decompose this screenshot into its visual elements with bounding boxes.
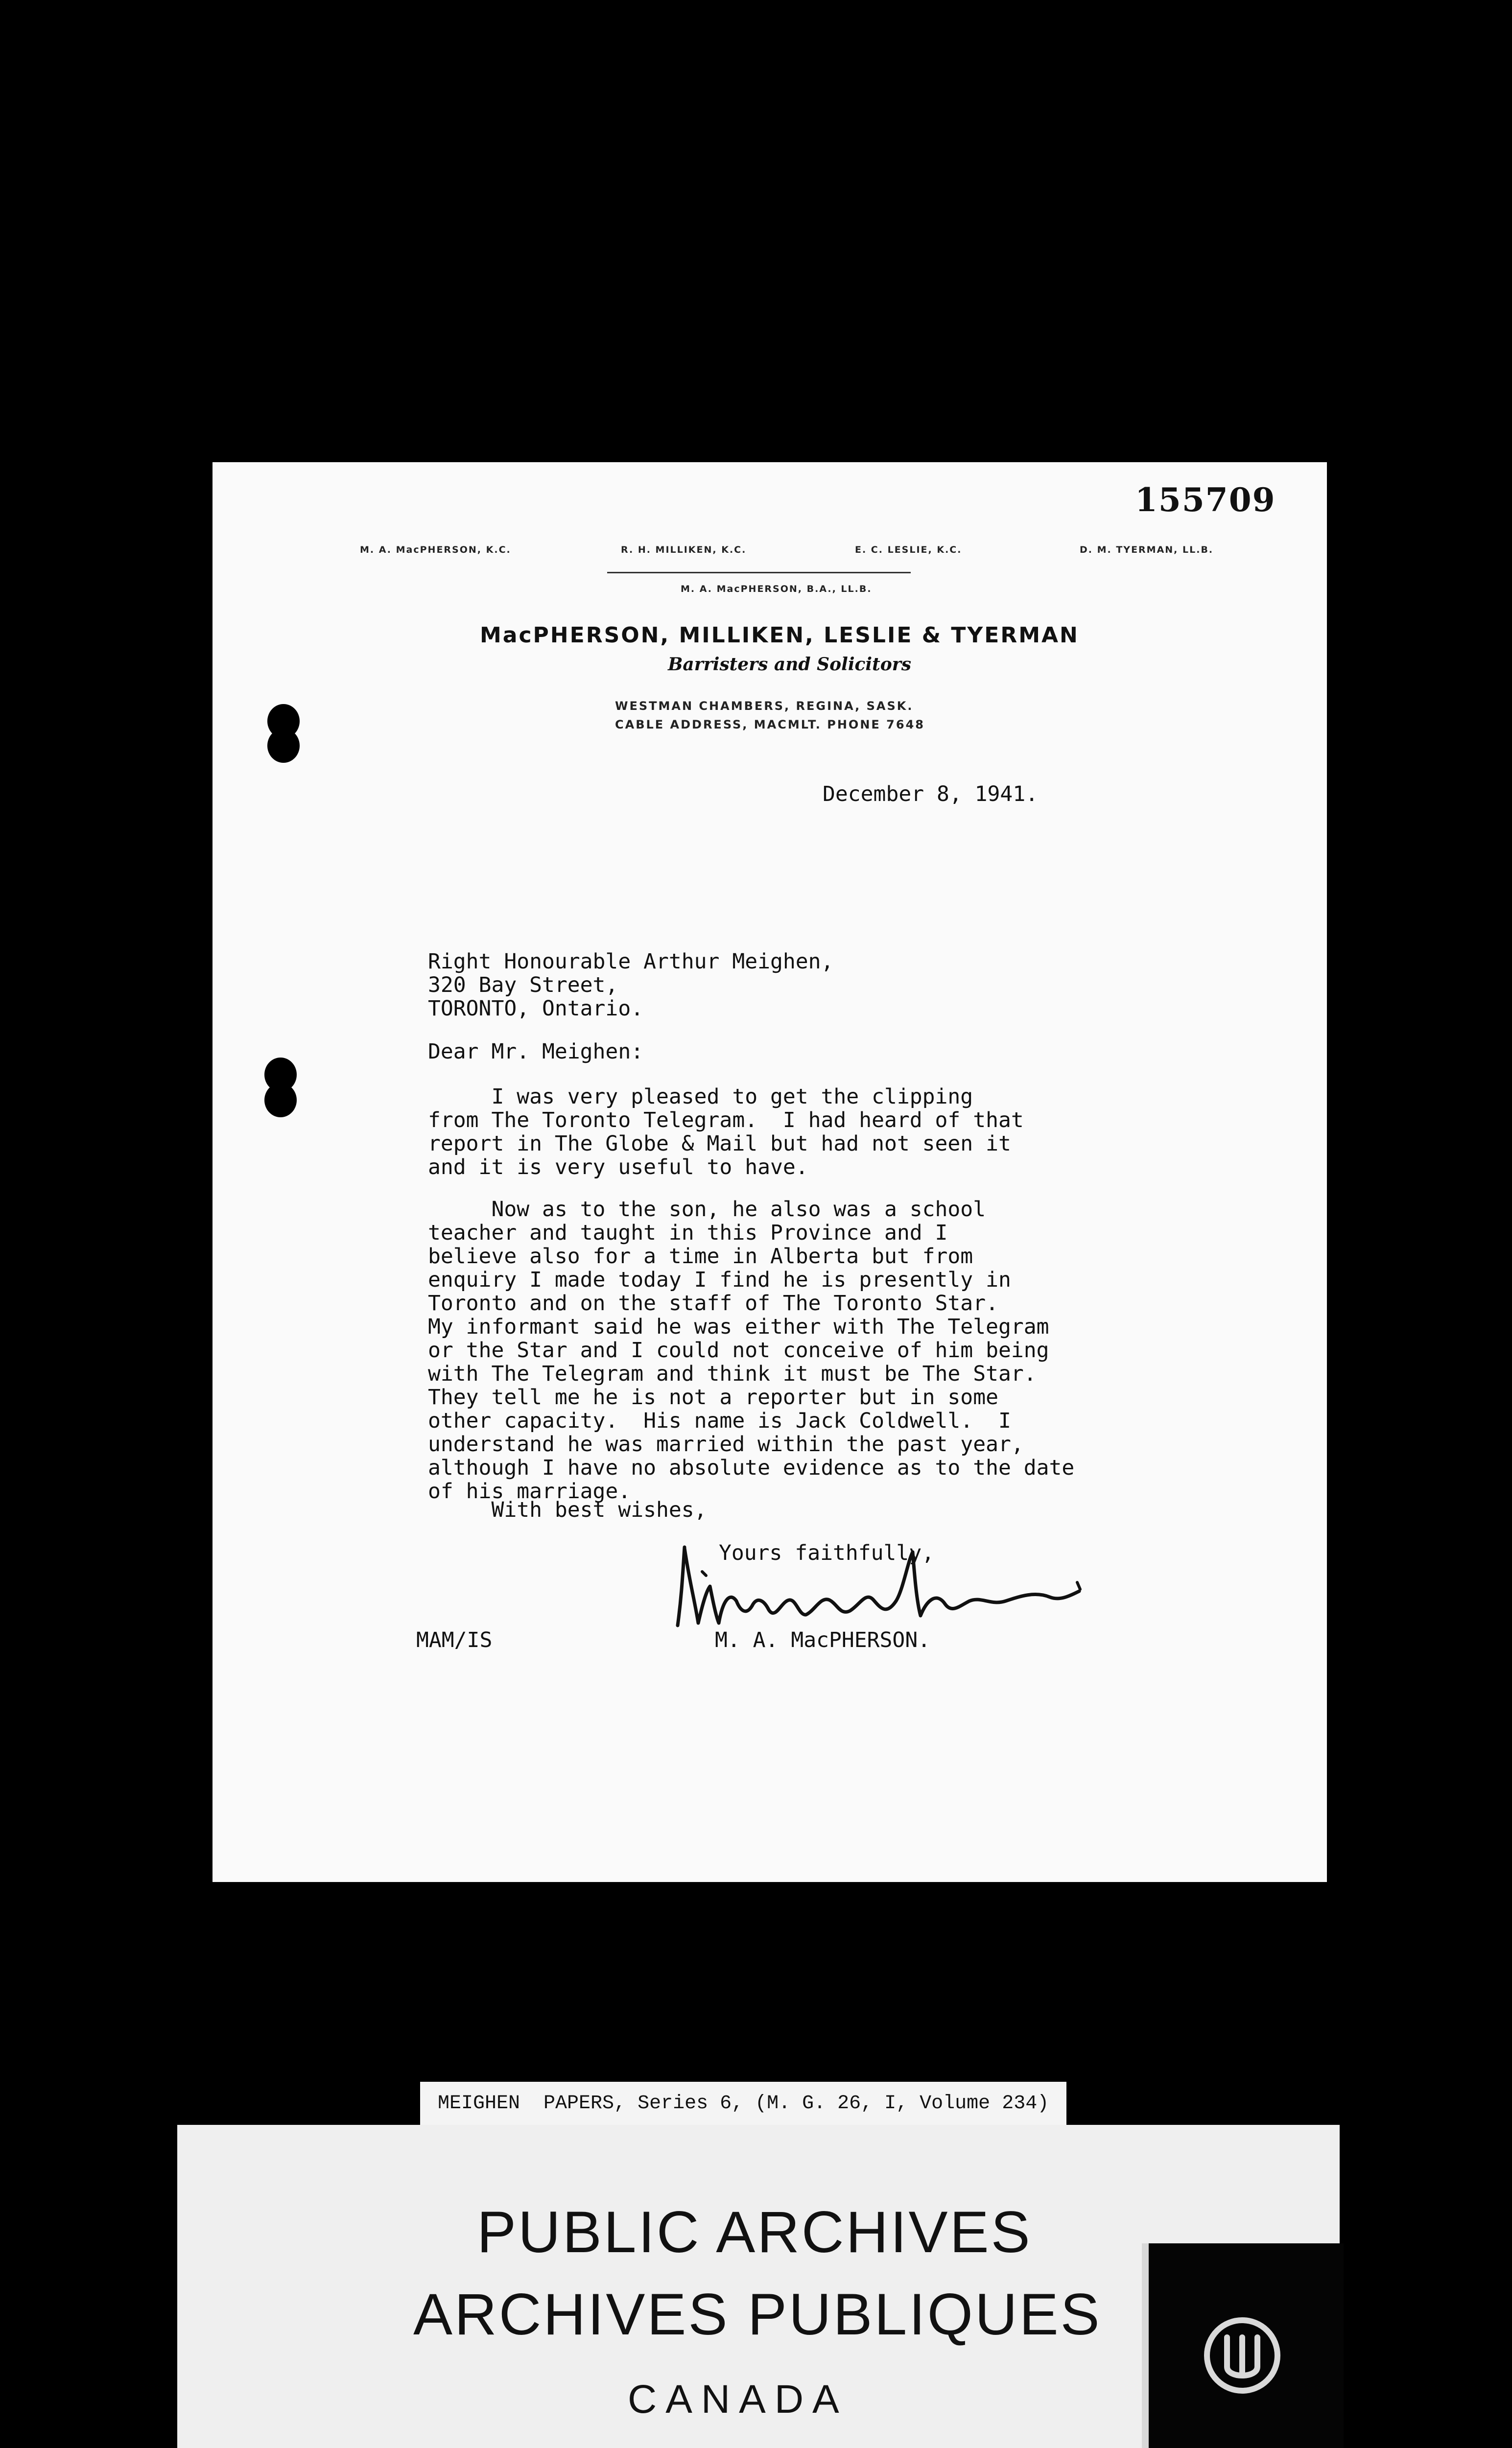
archive-series-label: MEIGHEN PAPERS, Series 6, (M. G. 26, I, Volume 234) xyxy=(438,2093,1049,2115)
paragraph-line: Toronto and on the staff of The Toronto Star. xyxy=(428,1291,998,1316)
archive-logo-panel xyxy=(1142,2243,1344,2448)
letter-date: December 8, 1941. xyxy=(823,782,1039,806)
firm-subtitle: Barristers and Solicitors xyxy=(668,654,911,675)
archive-country: CANADA xyxy=(628,2377,848,2422)
paragraph-line: other capacity. His name is Jack Coldwell. I xyxy=(428,1409,1011,1433)
firm-cable: CABLE ADDRESS, MACMLT. PHONE 7648 xyxy=(615,718,925,731)
recipient-line: Right Honourable Arthur Meighen, xyxy=(428,949,834,974)
paragraph-line: They tell me he is not a reporter but in some xyxy=(428,1385,998,1410)
document-number: 155709 xyxy=(1135,481,1276,519)
letterhead-partner-1: M. A. MacPHERSON, K.C. xyxy=(360,544,511,555)
paragraph-line: teacher and taught in this Province and I xyxy=(428,1221,948,1245)
paragraph-line: or the Star and I could not conceive of him being xyxy=(428,1338,1049,1363)
letterhead-partner-2: R. H. MILLIKEN, K.C. xyxy=(621,544,747,555)
reference-initials: MAM/IS xyxy=(416,1628,493,1652)
closing-wishes: With best wishes, xyxy=(428,1498,707,1522)
archive-title-english: PUBLIC ARCHIVES xyxy=(477,2199,1032,2265)
paragraph-line: report in The Globe & Mail but had not seen it xyxy=(428,1131,1011,1156)
firm-name: MacPHERSON, MILLIKEN, LESLIE & TYERMAN xyxy=(480,623,1079,648)
paragraph-line: with The Telegram and think it must be The Star. xyxy=(428,1362,1037,1386)
paragraph-line: believe also for a time in Alberta but from xyxy=(428,1244,973,1269)
firm-address: WESTMAN CHAMBERS, REGINA, SASK. xyxy=(615,699,914,713)
letterhead-junior: M. A. MacPHERSON, B.A., LL.B. xyxy=(681,584,872,594)
paragraph-line: and it is very useful to have. xyxy=(428,1155,808,1179)
archive-title-french: ARCHIVES PUBLIQUES xyxy=(413,2282,1102,2347)
paragraph-line: of his marriage. xyxy=(428,1479,631,1504)
paragraph-line: I was very pleased to get the clipping xyxy=(428,1084,973,1109)
paragraph-line: from The Toronto Telegram. I had heard of that xyxy=(428,1108,1024,1132)
letterhead-partner-4: D. M. TYERMAN, LL.B. xyxy=(1080,544,1214,555)
punch-hole xyxy=(264,1083,297,1117)
handwritten-signature xyxy=(668,1542,1099,1635)
archive-emblem-icon xyxy=(1199,2312,1286,2399)
signatory-name: M. A. MacPHERSON. xyxy=(715,1628,931,1652)
paragraph-line: although I have no absolute evidence as to the date xyxy=(428,1456,1075,1480)
closing: Yours faithfully, xyxy=(719,1541,935,1565)
letterhead-rule xyxy=(607,572,911,573)
letterhead-partner-3: E. C. LESLIE, K.C. xyxy=(855,544,962,555)
salutation: Dear Mr. Meighen: xyxy=(428,1039,644,1064)
recipient-line: 320 Bay Street, xyxy=(428,973,618,997)
paragraph-line: My informant said he was either with The Telegram xyxy=(428,1315,1049,1339)
paragraph-line: understand he was married within the past year, xyxy=(428,1432,1024,1457)
paragraph-line: enquiry I made today I find he is presently in xyxy=(428,1268,1011,1292)
recipient-line: TORONTO, Ontario. xyxy=(428,996,644,1021)
archive-label-strip xyxy=(420,2082,1066,2129)
paragraph-line: Now as to the son, he also was a school xyxy=(428,1197,986,1222)
punch-hole xyxy=(267,729,300,763)
